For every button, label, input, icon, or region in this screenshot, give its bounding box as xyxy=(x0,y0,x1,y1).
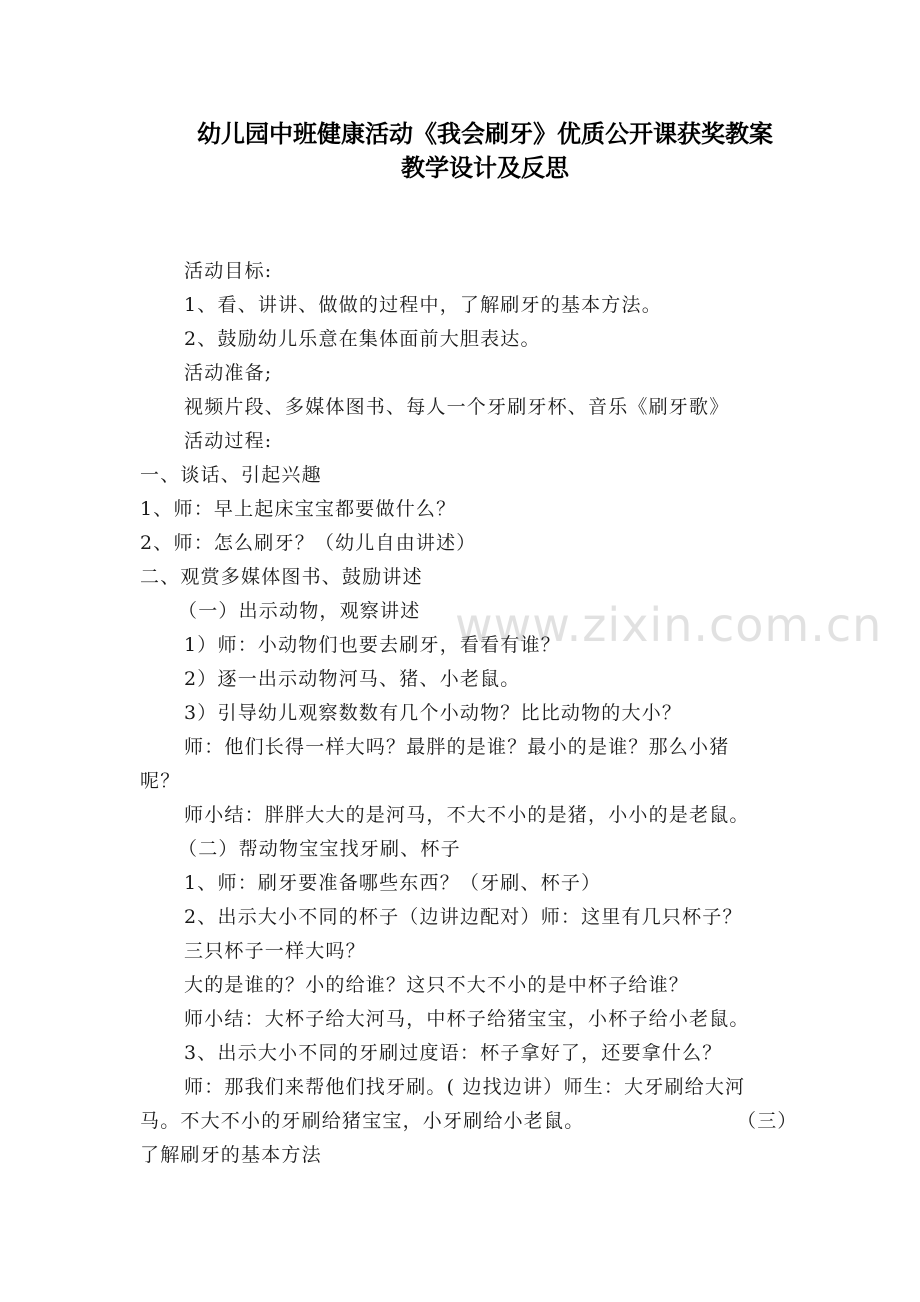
paragraph-line: 1、看、讲讲、做做的过程中，了解刷牙的基本方法。 xyxy=(184,294,662,316)
paragraph-line: 3）引导幼儿观察数数有几个小动物？比比动物的大小？ xyxy=(184,702,683,724)
document-title-line-2: 教学设计及反思 xyxy=(401,154,569,182)
paragraph-line: 师小结：胖胖大大的是河马，不大不小的是猪，小小的是老鼠。 xyxy=(184,804,750,826)
paragraph-line: 1、师：早上起床宝宝都要做什么？ xyxy=(140,498,457,520)
watermark: www.zixin.com.cn xyxy=(455,598,883,652)
paragraph-line: 三只杯子一样大吗？ xyxy=(184,940,366,962)
paragraph-line: 了解刷牙的基本方法 xyxy=(140,1144,322,1166)
paragraph-line: （一）出示动物，观察讲述 xyxy=(178,600,421,622)
paragraph-line: 2）逐一出示动物河马、猪、小老鼠。 xyxy=(184,668,521,690)
paragraph-line: 师：他们长得一样大吗？最胖的是谁？最小的是谁？那么小猪 xyxy=(184,736,730,758)
paragraph-line: 1、师：刷牙要准备哪些东西？（牙刷、杯子） xyxy=(184,872,602,894)
section-heading-goals: 活动目标: xyxy=(184,260,273,282)
paragraph-line-fragment: （三） xyxy=(737,1110,798,1132)
paragraph-line: 大的是谁的？小的给谁？这只不大不小的是中杯子给谁？ xyxy=(184,974,690,996)
document-title-line-1: 幼儿园中班健康活动《我会刷牙》优质公开课获奖教案 xyxy=(197,120,773,148)
paragraph-line: （二）帮动物宝宝找牙刷、杯子 xyxy=(178,838,461,860)
paragraph-line: 1）师：小动物们也要去刷牙，看看有谁？ xyxy=(184,634,561,656)
paragraph-line: 师小结：大杯子给大河马，中杯子给猪宝宝，小杯子给小老鼠。 xyxy=(184,1008,750,1030)
paragraph-line: 呢？ xyxy=(140,770,181,792)
section-heading-preparation: 活动准备; xyxy=(184,362,273,384)
paragraph-line: 2、鼓励幼儿乐意在集体面前大胆表达。 xyxy=(184,328,541,350)
paragraph-line: 师：那我们来帮他们找牙刷。( 边找边讲）师生：大牙刷给大河 xyxy=(184,1076,746,1098)
paragraph-line: 3、出示大小不同的牙刷过度语：杯子拿好了，还要拿什么？ xyxy=(184,1042,723,1064)
paragraph-line: 一、谈话、引起兴趣 xyxy=(140,464,322,486)
paragraph-line: 2、出示大小不同的杯子（边讲边配对）师：这里有几只杯子？ xyxy=(184,906,743,928)
paragraph-line: 2、师：怎么刷牙？（幼儿自由讲述） xyxy=(140,532,477,554)
paragraph-line: 二、观赏多媒体图书、鼓励讲述 xyxy=(140,566,423,588)
paragraph-line: 马。不大不小的牙刷给猪宝宝，小牙刷给小老鼠。 xyxy=(140,1110,585,1132)
section-heading-process: 活动过程: xyxy=(184,430,273,452)
paragraph-line: 视频片段、多媒体图书、每人一个牙刷牙杯、音乐《刷牙歌》 xyxy=(184,396,730,418)
